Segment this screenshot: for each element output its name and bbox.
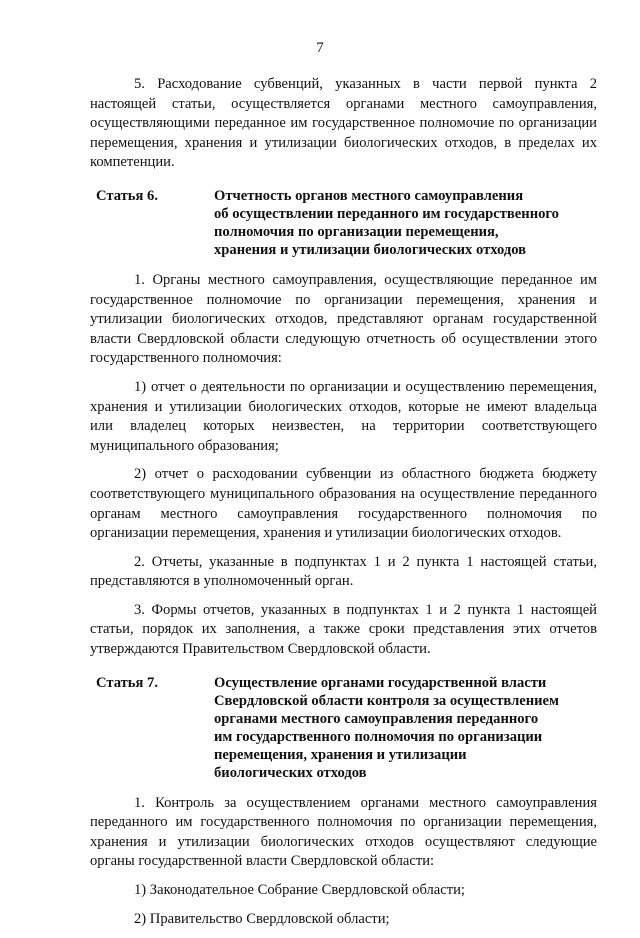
article-heading (90, 187, 597, 259)
list-item: 1) отчет о деятельности по организации и осуществлению перемещения, хранения и утилизации биологических отходов, которые не имеют владельца или владелец которых неизвестен, на территории соответствующего муниципального образования; (90, 378, 597, 454)
article-label: Статья 6. (96, 187, 158, 204)
article-title-line: Отчетность органов местного самоуправления (214, 187, 524, 204)
article-title-line: Свердловской области контроля за осуществлением (214, 692, 559, 709)
article-title-line: хранения и утилизации биологических отходов (214, 241, 527, 258)
article-title (214, 187, 597, 259)
article-title-line: им государственного полномочия по организации (214, 728, 543, 745)
document-body (90, 75, 597, 938)
article-label: Статья 7. (96, 674, 158, 691)
article-title (214, 674, 597, 782)
article-title-line: об осуществлении переданного им государственного (214, 205, 559, 222)
paragraph: 1. Органы местного самоуправления, осуществляющие переданное им государственное полномочие по организации перемещения, хранения и утилизации биологических отходов, представляют органам государственной власти Свердловской области следующую отчетность об осуществлении этого государственного полномочия: (90, 271, 597, 367)
article-title-line: органами местного самоуправления переданного (214, 710, 539, 727)
list-item: 1) Законодательное Собрание Свердловской области; (134, 882, 465, 899)
article-title-line: Осуществление органами государственной власти (214, 674, 547, 691)
list-item: 2) отчет о расходовании субвенции из областного бюджета бюджету соответствующего муниципального образования на осуществление переданного органам местного самоуправления государственного полномочия по организации перемещения, хранения и утилизации биологических отходов. (90, 466, 597, 542)
article-title-line: полномочия по организации перемещения, (214, 223, 499, 240)
article-title-line: перемещения, хранения и утилизации (214, 746, 467, 763)
paragraph: 3. Формы отчетов, указанных в подпунктах 1 и 2 пункта 1 настоящей статьи, порядок их заполнения, а также сроки представления этих отчетов утверждаются Правительством Свердловской области. (90, 601, 597, 658)
paragraph: 1. Контроль за осуществлением органами местного самоуправления переданного им государственного полномочия по организации перемещения, хранения и утилизации биологических отходов осуществляют следующие органы государственной власти Свердловской области: (90, 794, 597, 870)
page-number: 7 (316, 40, 324, 56)
article-title-line: биологических отходов (214, 764, 367, 781)
paragraph: 5. Расходование субвенций, указанных в части первой пункта 2 настоящей статьи, осуществляется органами местного самоуправления, осуществляющими переданное им государственное полномочие по организации перемещения, хранения и утилизации биологических отходов, в пределах их компетенции. (90, 76, 597, 171)
article-heading (90, 674, 597, 782)
list-item: 2) Правительство Свердловской области; (134, 910, 390, 927)
paragraph: 2. Отчеты, указанные в подпунктах 1 и 2 пункта 1 настоящей статьи, представляются в уполномоченный орган. (90, 553, 597, 590)
